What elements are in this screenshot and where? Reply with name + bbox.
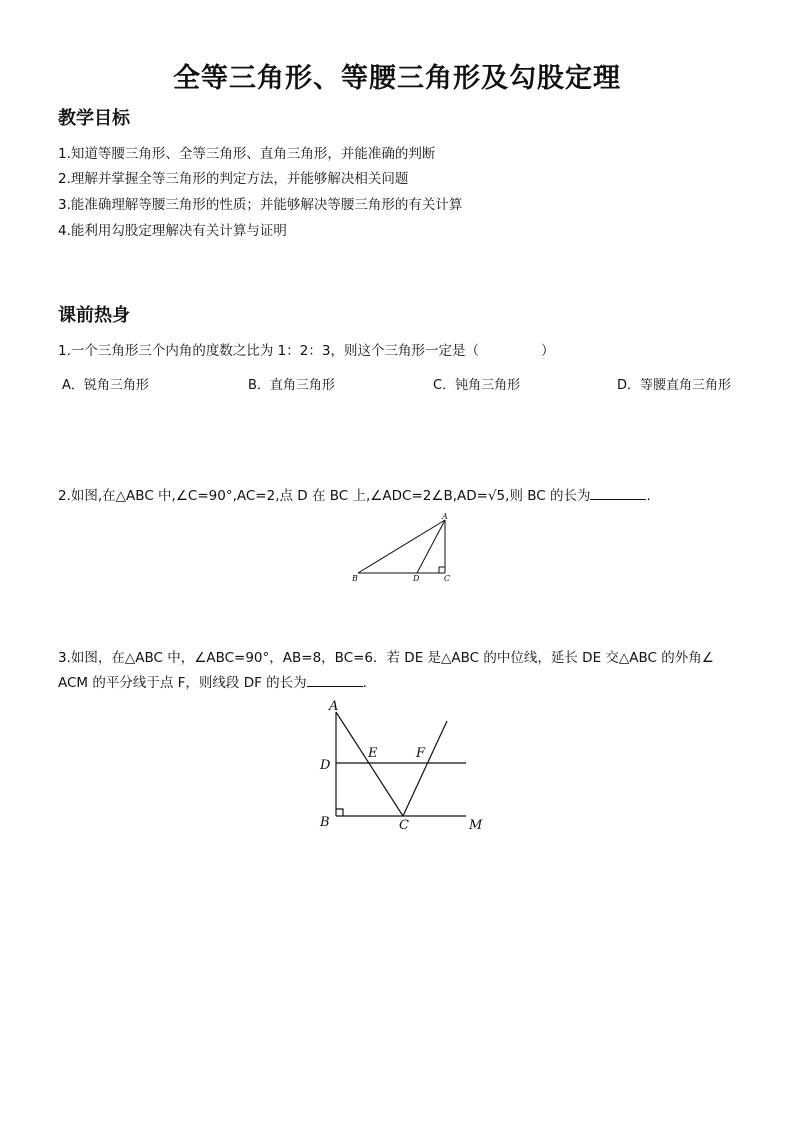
question-3-end: . [362, 675, 367, 691]
label-c: C [444, 574, 451, 583]
label-e: E [368, 746, 378, 761]
question-1-close: ） [540, 343, 555, 359]
question-2-stem: 2.如图,在△ABC 中,∠C=90°,AC=2,点 D 在 BC 上,∠ADC=2∠B,AD=√5,则 BC 的长为 [58, 488, 591, 504]
question-2-end: . [646, 488, 651, 504]
objective-item: 1.知道等腰三角形、全等三角形、直角三角形，并能准确的判断 [58, 146, 436, 162]
option-a: A．锐角三角形 [62, 378, 149, 393]
label-a: A [442, 512, 448, 521]
objective-item: 2.理解并掌握全等三角形的判定方法，并能够解决相关问题 [58, 171, 409, 187]
label-d: D [413, 574, 420, 583]
label-m: M [469, 818, 483, 833]
label-a: A [329, 699, 339, 714]
option-b: B．直角三角形 [248, 378, 335, 393]
label-d: D [320, 758, 331, 773]
option-c: C．钝角三角形 [433, 378, 521, 393]
question-1-stem: 1.一个三角形三个内角的度数之比为 1：2：3，则这个三角形一定是（ [58, 343, 479, 359]
label-c: C [399, 818, 409, 833]
question-3-stem: ACM 的平分线于点 F，则线段 DF 的长为 [58, 675, 307, 691]
objective-item: 3.能准确理解等腰三角形的性质；并能够解决等腰三角形的有关计算 [58, 197, 463, 213]
objective-item: 4.能利用勾股定理解决有关计算与证明 [58, 223, 287, 239]
objectives-heading: 教学目标 [58, 108, 130, 129]
label-b: B [352, 574, 358, 583]
option-d: D．等腰直角三角形 [617, 378, 732, 393]
label-f: F [416, 746, 426, 761]
label-b: B [320, 815, 330, 830]
question-3-line-1: 3.如图，在△ABC 中，∠ABC=90°，AB=8，BC=6．若 DE 是△ABC 的中位线，延长 DE 交△ABC 的外角∠ [58, 650, 714, 666]
warmup-heading: 课前热身 [58, 305, 130, 326]
page-title: 全等三角形、等腰三角形及勾股定理 [173, 63, 621, 94]
